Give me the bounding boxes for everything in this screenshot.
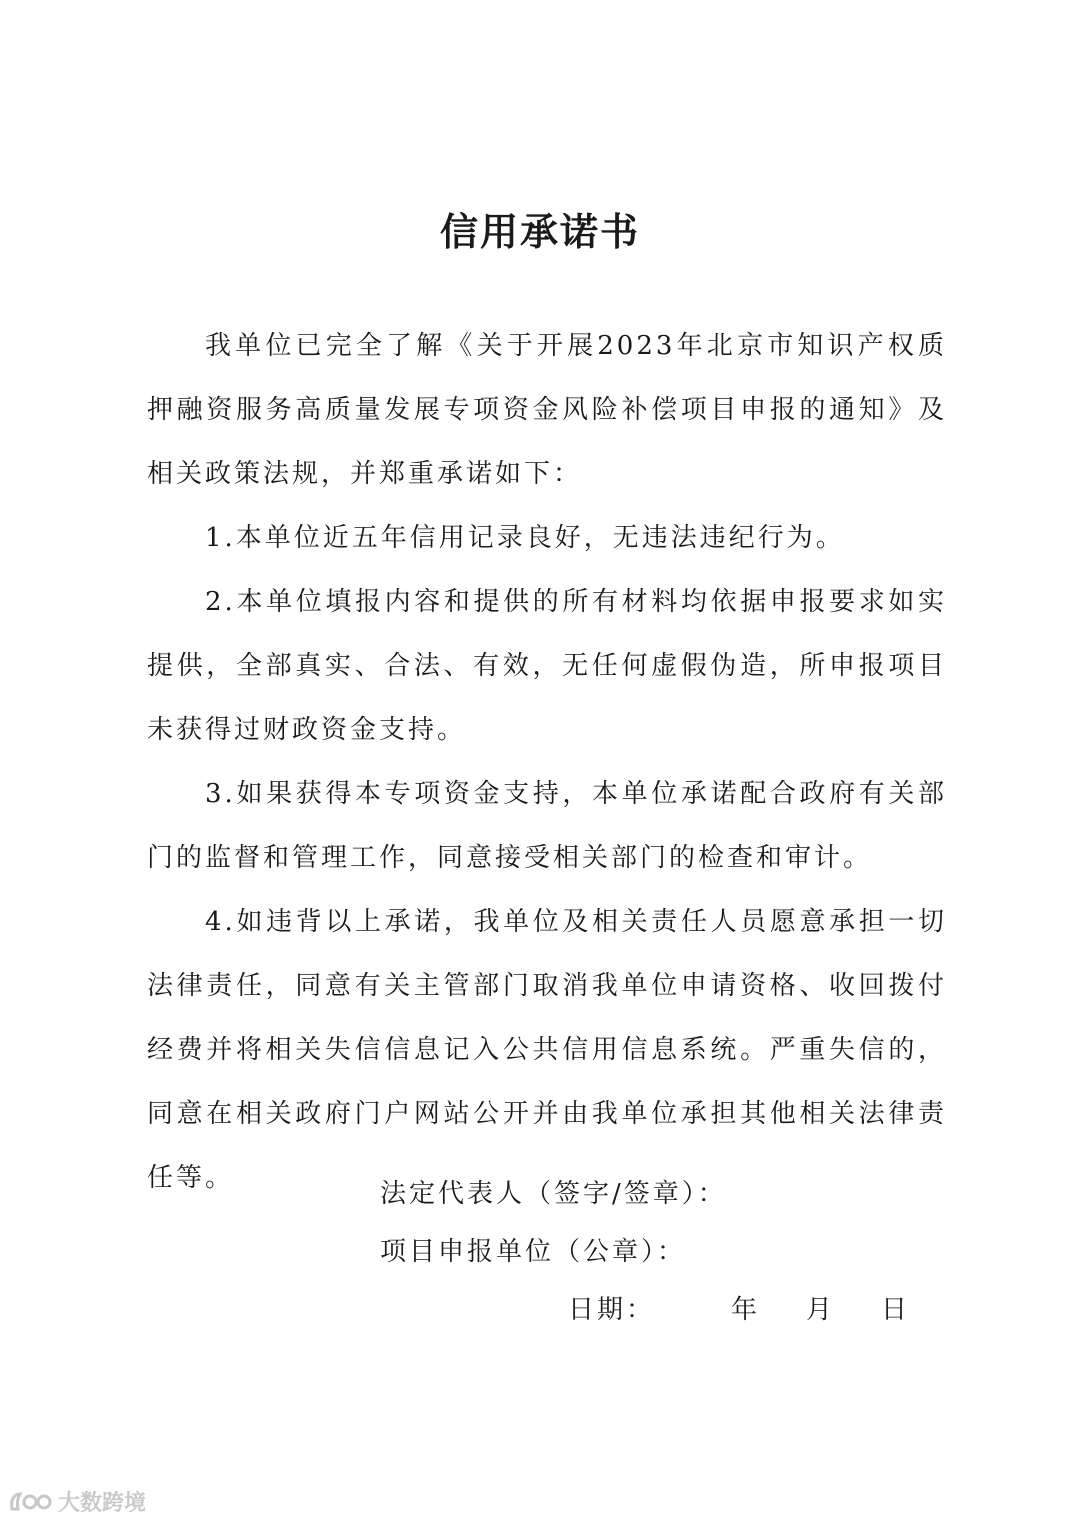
- paragraph-item-2: 2.本单位填报内容和提供的所有材料均依据申报要求如实提供，全部真实、合法、有效，无任何虚假伪造，所申报项目未获得过财政资金支持。: [147, 587, 947, 745]
- signature-unit: 项目申报单位（公章）：: [380, 1237, 687, 1267]
- paragraph-item-4: 4.如违背以上承诺，我单位及相关责任人员愿意承担一切法律责任，同意有关主管部门取消我单位申请资格、收回拨付经费并将相关失信信息记入公共信用信息系统。严重失信的，同意在相关政府门户网站公开并由我单位承担其他相关法律责任等。: [147, 907, 947, 1193]
- paragraph-item-1: 1.本单位近五年信用记录良好，无违法违纪行为。: [205, 523, 845, 553]
- brand-logo-icon: [8, 1489, 54, 1515]
- signature-representative: 法定代表人（签字/签章）：: [380, 1179, 727, 1209]
- date-label: 日期：: [568, 1295, 656, 1325]
- paragraph-intro: 我单位已完全了解《关于开展2023年北京市知识产权质押融资服务高质量发展专项资金风险补偿项目申报的通知》及相关政策法规，并郑重承诺如下：: [147, 331, 947, 489]
- signature-date: [568, 1290, 910, 1330]
- document-title: 信用承诺书: [439, 210, 640, 254]
- date-month-label: 月: [806, 1295, 836, 1325]
- watermark-text: 大数跨境: [58, 1491, 147, 1516]
- date-day-label: 日: [881, 1295, 911, 1325]
- document-body: [147, 314, 947, 1210]
- date-year-label: 年: [731, 1295, 761, 1325]
- paragraph-item-3: 3.如果获得本专项资金支持，本单位承诺配合政府有关部门的监督和管理工作，同意接受相关部门的检查和审计。: [147, 779, 947, 873]
- watermark: [8, 1486, 146, 1517]
